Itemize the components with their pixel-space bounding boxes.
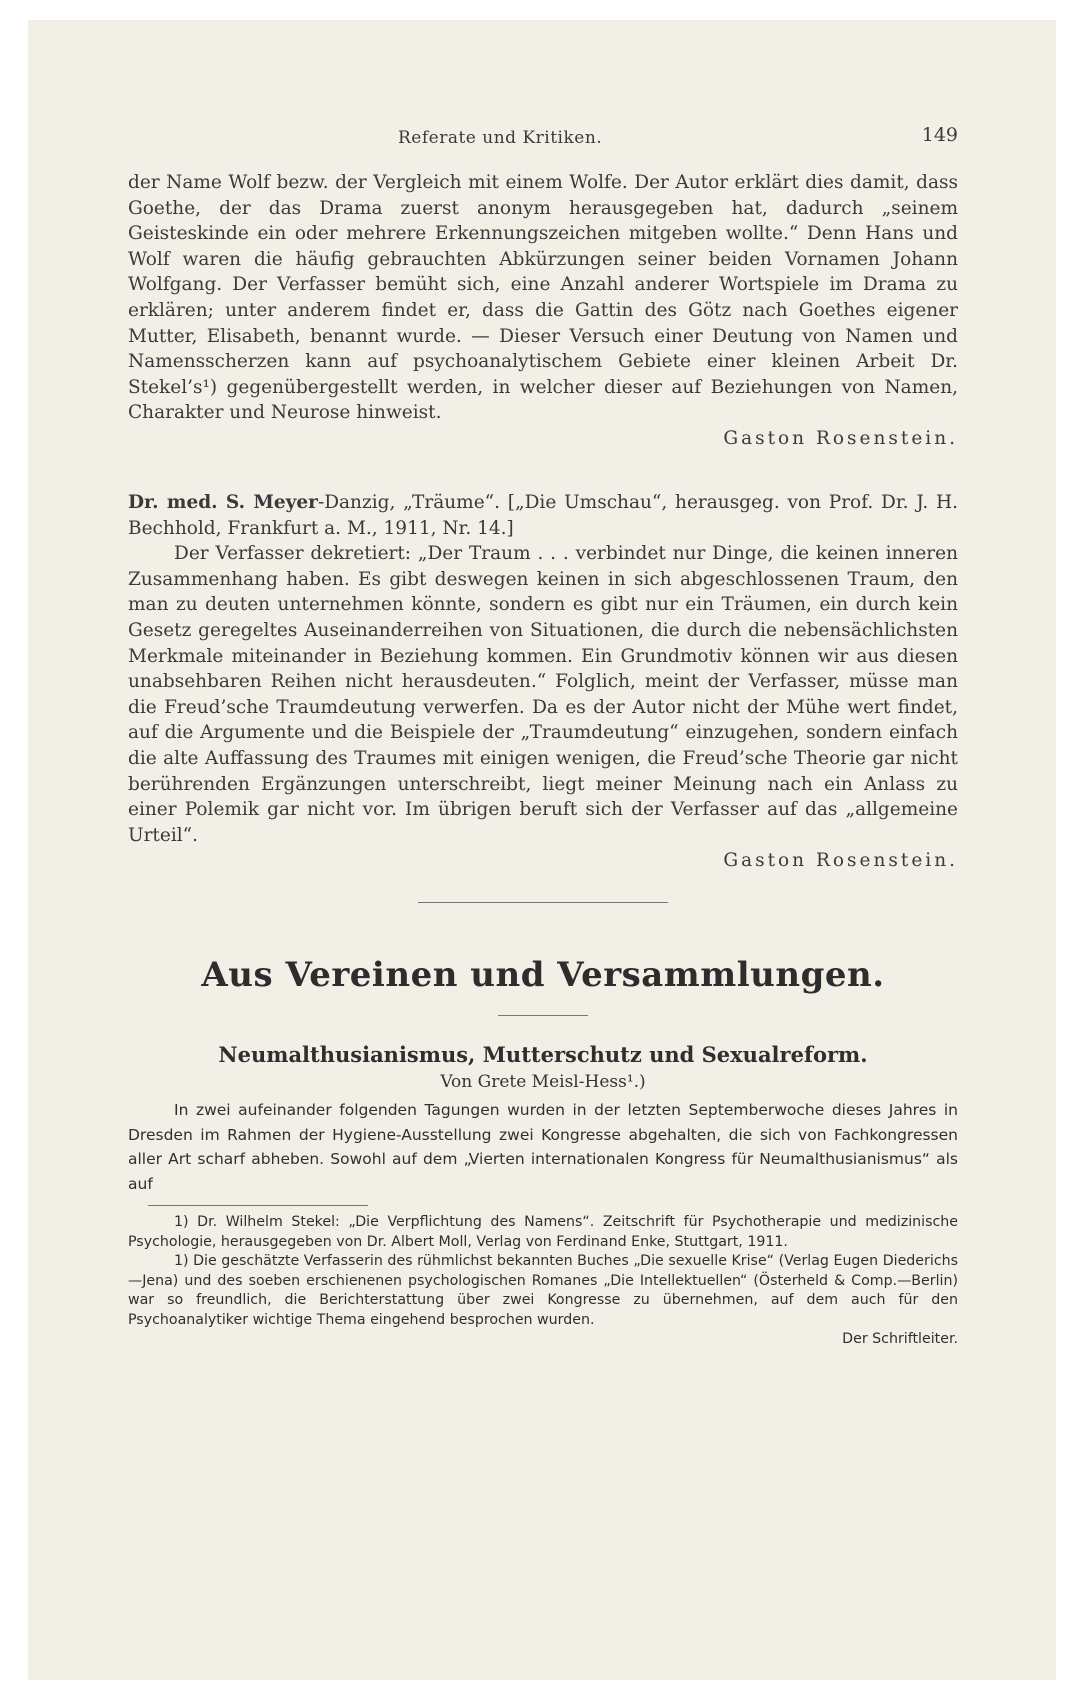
review-2-citation: -Danzig, „Träume“. [„Die Umschau“, herausgeg. von Prof. Dr. J. H. Bechhold, Frankfurt a. M., 1911, Nr. 14.] (128, 492, 959, 539)
byline: Von Grete Meisl-Hess¹.) (440, 1072, 646, 1092)
article-body-text: In zwei aufeinander folgenden Tagungen wurden in der letzten Septemberwoche dieses Jahres in Dresden im Rahmen der Hygiene-Ausstellung zwei Kongresse abgehalten, die sich von Fachkongressen aller Art scharf abheben. Sowohl auf dem „Vierten internationalen Kongress für Neumalthusianismus“ als auf (128, 1101, 958, 1193)
review-2-signature: Gaston Rosenstein. (723, 850, 958, 872)
paper-sheet (28, 20, 1056, 1680)
footnote-2: 1) Die geschätzte Verfasserin des rühmlichst bekannten Buches „Die sexuelle Krise“ (Verlag Eugen Diederichs—Jena) und des soeben erschienenen psychologischen Romanes „Die Intellektuellen“ (Österheld & Comp.—Berlin) war so freundlich, die Berichterstattung über zwei Kongresse zu übernehmen, auf dem auch für den Psychoanalytiker wichtige Thema eingehend besprochen wurden. (128, 1253, 958, 1328)
review-2-text: Der Verfasser dekretiert: „Der Traum . . . verbindet nur Dinge, die keinen inneren Zusammenhang haben. Es gibt deswegen keinen in sich abgeschlossenen Traum, den man zu deuten unternehmen könnte, sondern es gibt nur ein Träumen, ein durch kein Gesetz geregeltes Auseinanderreihen von Situationen, die durch die nebensächlichsten Merkmale miteinander in Beziehung kommen. Ein Grundmotiv können wir aus diesen unabsehbaren Reihen nicht herausdeuten.“ Folglich, meint der Verfasser, müsse man die Freud’sche Traumdeutung verwerfen. Da es der Autor nicht der Mühe wert findet, auf die Argumente und die Beispiele der „Traumdeutung“ einzugehen, sondern einfach die alte Auffassung des Traumes mit einigen wenigen, die Freud’sche Theorie gar nicht berührenden Ergänzungen unterschreibt, liegt meiner Meinung nach ein Anlass zu einer Polemik gar nicht vor. Im übrigen beruft sich der Verfasser auf das „allgemeine Urteil“. (128, 543, 958, 846)
section-divider (418, 902, 668, 903)
review-2-heading (128, 490, 958, 541)
section-heading: Aus Vereinen und Versammlungen. (201, 955, 885, 995)
heading-rule (498, 1015, 588, 1016)
running-head: Referate und Kritiken. (398, 128, 603, 148)
footnote-1: 1) Dr. Wilhelm Stekel: „Die Verpflichtung des Namens“. Zeitschrift für Psychotherapie und medizinische Psychologie, herausgegeben von Dr. Albert Moll, Verlag von Ferdinand Enke, Stuttgart, 1911. (128, 1214, 958, 1250)
footnotes (128, 1213, 958, 1350)
page-number: 149 (921, 124, 958, 146)
review-1 (128, 170, 958, 452)
footnote-2-signature: Der Schriftleiter. (842, 1331, 958, 1347)
review-2 (128, 490, 958, 874)
review-2-author: Dr. med. S. Meyer (128, 492, 318, 513)
review-1-signature: Gaston Rosenstein. (723, 427, 958, 449)
article-body (128, 1098, 958, 1196)
review-1-text: der Name Wolf bezw. der Vergleich mit einem Wolfe. Der Autor erklärt dies damit, dass Goethe, der das Drama zuerst anonym herausgegeben hat, dadurch „seinem Geisteskinde ein oder mehrere Erkennungszeichen mitgeben wollte.“ Denn Hans und Wolf waren die häufig gebrauchten Abkürzungen seiner beiden Vornamen Johann Wolfgang. Der Verfasser bemüht sich, eine Anzahl anderer Wortspiele im Drama zu erklären; unter anderem findet er, dass die Gattin des Götz nach Goethes eigener Mutter, Elisabeth, benannt wurde. — Dieser Versuch einer Deutung von Namen und Namensscherzen kann auf psychoanalytischem Gebiete einer kleinen Arbeit Dr. Stekel’s¹) gegenübergestellt werden, in welcher dieser auf Beziehungen von Namen, Charakter und Neurose hinweist. (128, 172, 958, 424)
article-title: Neumalthusianismus, Mutterschutz und Sexualreform. (218, 1042, 868, 1067)
footnote-rule (148, 1205, 368, 1206)
page-header (128, 120, 958, 150)
